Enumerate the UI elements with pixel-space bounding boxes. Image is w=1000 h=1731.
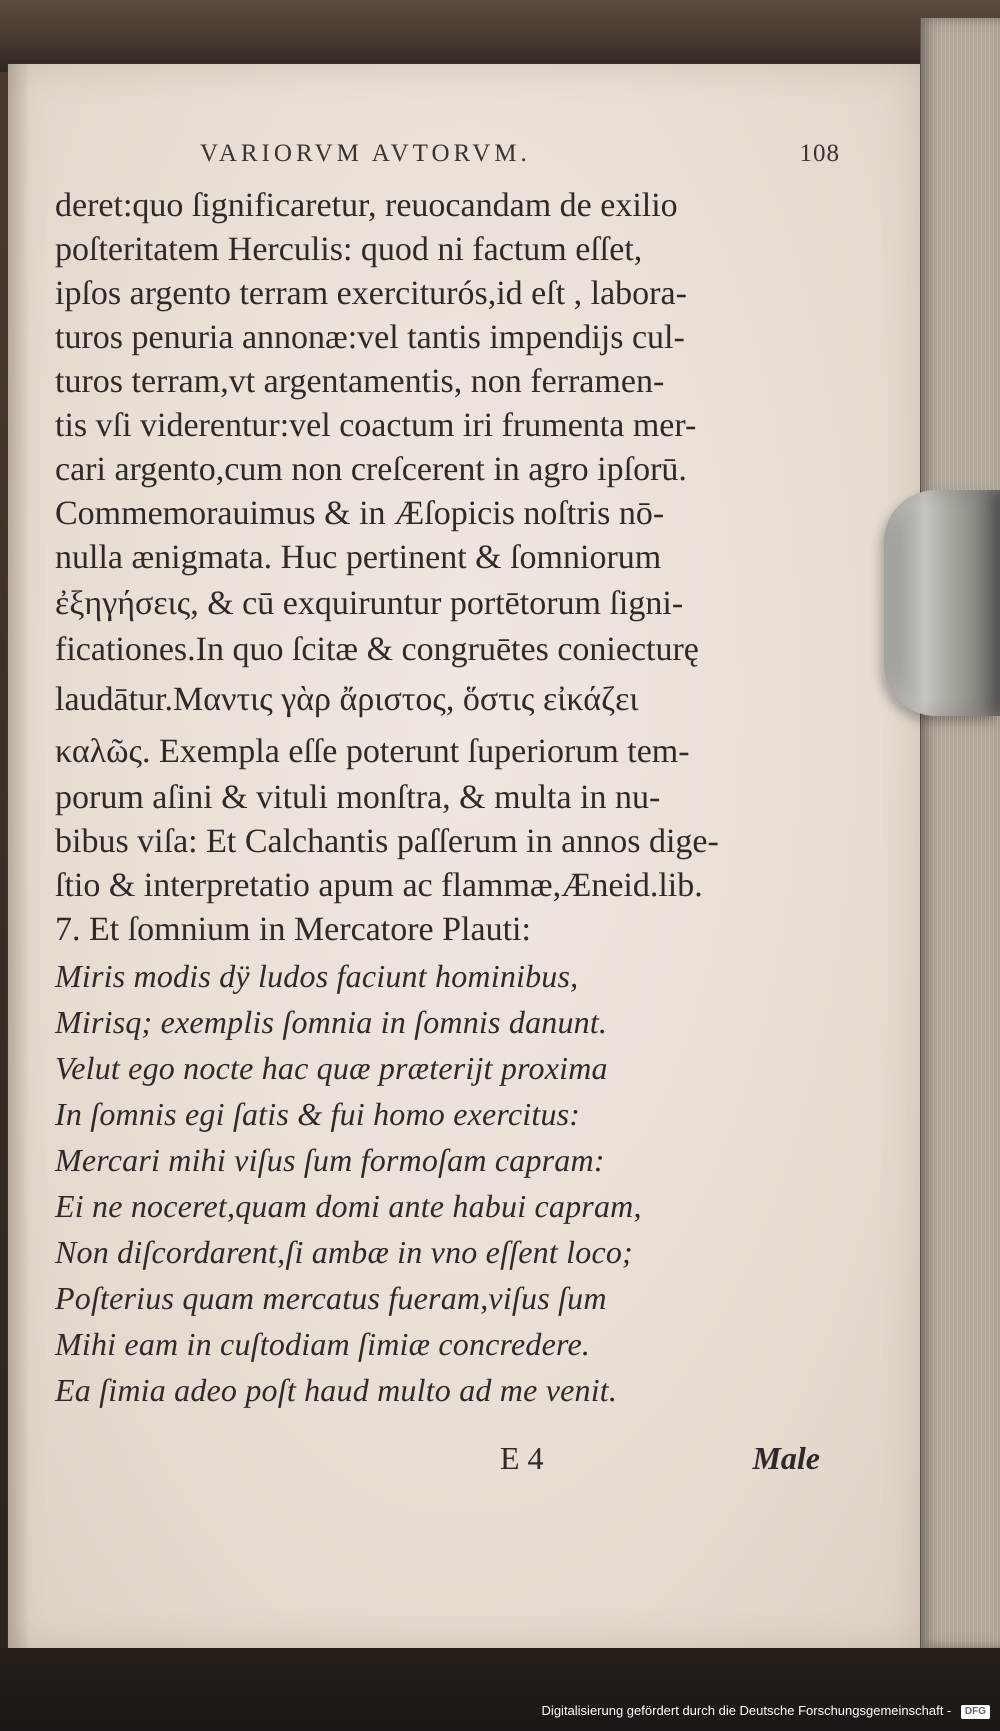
catchword: Male [752, 1440, 820, 1476]
digitization-credit [230, 1703, 990, 1721]
text-line: poſteritatem Herculis: quod ni factum eſſet, [55, 231, 643, 268]
verse-line: Poſterius quam mercatus fueram,viſus ſum [55, 1280, 607, 1316]
text-line: laudātur.Μαντις γὰρ ἄριστος, ὅστις εἰκάζει [55, 681, 639, 718]
text-line: καλῶς. Exempla eſſe poterunt ſuperiorum tem- [55, 733, 690, 770]
text-line: porum aſini & vituli monſtra, & multa in nu- [55, 779, 661, 816]
text-line: nulla ænigmata. Huc pertinent & ſomniorum [55, 539, 662, 576]
credit-text: Digitalisierung gefördert durch die Deutsche Forschungsgemeinschaft - [541, 1703, 952, 1718]
text-line: ἐξηγήσεις, & cū exquiruntur portētorum ſigni- [55, 585, 684, 622]
top-book-edge [0, 0, 1000, 72]
page-number: 108 [799, 140, 840, 167]
text-line: turos terram,vt argentamentis, non ferramen- [55, 363, 665, 400]
text-line: bibus viſa: Et Calchantis paſſerum in annos dige- [55, 823, 719, 860]
verse-line: Ea ſimia adeo poſt haud multo ad me venit. [55, 1372, 618, 1408]
signature-mark: E 4 [500, 1440, 544, 1476]
page-footer [500, 1440, 820, 1484]
verse-line: Velut ego nocte hac quæ præterijt proxima [55, 1050, 608, 1086]
verse-line: Miris modis dÿ ludos faciunt hominibus, [55, 958, 579, 994]
text-line: deret:quo ſignificaretur, reuocandam de exilio [55, 187, 678, 224]
verse-line: Mercari mihi viſus ſum formoſam capram: [55, 1142, 605, 1178]
verse-line: Non diſcordarent,ſi ambæ in vno eſſent loco; [55, 1234, 633, 1270]
text-line: turos penuria annonæ:vel tantis impendijs cul- [55, 319, 685, 356]
text-line: tis vſi viderentur:vel coactum iri frumenta mer- [55, 407, 697, 444]
text-line: Commemorauimus & in Æſopicis noſtris nō- [55, 495, 665, 532]
text-line: ipſos argento terram exerciturós,id eſt , labora- [55, 275, 687, 312]
text-line: 7. Et ſomnium in Mercatore Plauti: [55, 911, 531, 948]
page-edge-stack [920, 18, 1000, 1648]
page-header [200, 140, 840, 178]
verse-line: Mirisq; exemplis ſomnia in ſomnis danunt. [55, 1004, 608, 1040]
text-line: ſtio & interpretatio apum ac flammæ,Æneid.lib. [55, 867, 703, 904]
page-gutter-shadow [8, 64, 30, 1649]
running-head: VARIORVM AVTORVM. [200, 140, 531, 167]
verse-line: In ſomnis egi ſatis & fui homo exercitus: [55, 1096, 581, 1132]
dfg-logo-icon: DFG [961, 1705, 990, 1719]
verse-line: Mihi eam in cuſtodiam ſimiæ concredere. [55, 1326, 591, 1362]
text-line: cari argento,cum non creſcerent in agro ipſorū. [55, 451, 687, 488]
metal-page-clip [884, 490, 1000, 716]
verse-line: Ei ne noceret,quam domi ante habui capram, [55, 1188, 642, 1224]
text-line: ficationes.In quo ſcitæ & congruētes coniecturę [55, 631, 699, 668]
